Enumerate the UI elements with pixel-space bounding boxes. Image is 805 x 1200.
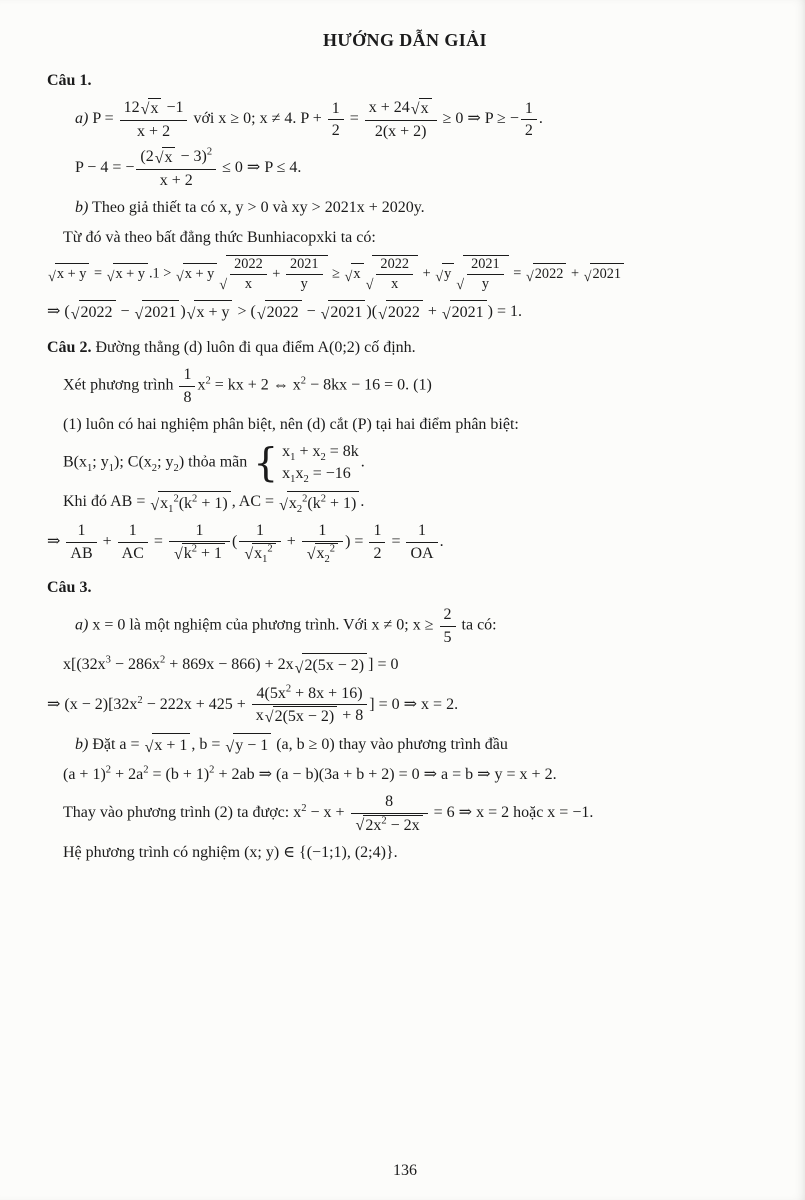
math-line: a) P = 12 √ x −1 x + 2 với x ≥ 0; x ≠ 4. P + $\frac{1}{2}$ = x + 24 √ x 2(x + 2) ≥ 0 ⇒ P ≥ − $\frac{1}{2}$ . [75,99,543,140]
math-line: $x[(32x^3 - 286x^2 + 869x - 866) + 2x$ √ 2(5x − 2) ] = 0 [63,654,399,677]
section-cau-3 [47,570,763,871]
math-line: ⇒ $(x - 2)[32x^2 - 222x + 425$ + $4(5x^2 + 8x + 16)$ x √ 2(5x − 2) + 8 ] = 0 ⇒ x = 2. [47,683,459,726]
math-line: Hệ phương trình có nghiệm (x; y) ∈ {(−1;1), (2;4)}. [63,844,398,862]
section-cau-1 [47,63,763,330]
text-line: b) Theo giả thiết ta có x, y > 0 và xy > 2021x + 2020y. [75,199,425,217]
math-line: b) Đặt a = √ x + 1 , b = √ y − 1 (a, b ≥ 0) thay vào phương trình đầu [75,733,763,757]
math-line: ⇒ ( √ 2022 − √ 2021 ) √ x + y > ( √ 2022 − √ 2021 )( √ 2022 + √ 2021 ) = 1. [47,300,763,324]
page-number: 136 [393,1162,417,1179]
math-line: a) x = 0 là một nghiệm của phương trình. Với x ≠ 0; x ≥ $\frac{2}{5}$ ta có: [75,606,497,646]
math-line: $(a + 1)^2 + 2a^2 = (b + 1)^2 + 2ab$ ⇒ (a − b)(3a + b + 2) = 0 ⇒ a = b ⇒ y = x + 2. [63,764,557,784]
section-heading: Câu 1. [47,72,92,89]
math-line: Thay vào phương trình (2) ta được: $x^2 - x$ + 8 √ $2x^2 - 2x$ = 6 ⇒ x = 2 hoặc x = −1. [63,793,594,835]
section-heading: Câu 3. [47,578,92,596]
math-line: $B(x_1$; $y_1$); $C(x_2$; $y_2$) thỏa mãn { $x_1 + x_2 = 8k$ $x_1x_2 = -16$ . [63,440,365,486]
math-line: Khi đó AB = √ $x_1^2(k^2 + 1)$ , AC = √ $x_2^2(k^2 + 1)$ . [63,490,763,514]
math-line: P − 4 = − (2 √ x − 3)$^2$ x + 2 ≤ 0 ⇒ P ≤ 4. [75,146,302,189]
text-line: Từ đó và theo bất đẳng thức Bunhiacopxki ta có: [63,228,376,246]
text-line: (1) luôn có hai nghiệm phân biệt, nên (d) cắt (P) tại hai điểm phân biệt: [63,416,519,434]
page-title: HƯỚNG DẪN GIẢI [323,30,487,50]
section-cau-2 [47,330,763,570]
math-line: Xét phương trình $\frac{1}{8}$ $x^2$ = kx + 2 ⇔ $x^2 - 8kx - 16 = 0$. (1) [63,366,432,406]
math-line: ⇒ $\frac{1}{AB}$ + $\frac{1}{AC}$ = 1 √ $k^2 + 1$ ( 1 √ $x_1^2$ + 1 √ $x_2^2$ ) = $\frac{1}{2}$ = $\frac{1}{OA}$ . [47,521,444,566]
section-heading: Câu 2. Đường thẳng (d) luôn đi qua điểm A(0;2) cố định. [47,339,416,357]
math-line: √ x + y = √ x + y .1 > √ x + y √ $\frac{2022}{x}$ + $\frac{2021}{y}$ ≥ √ x √ $\frac{2022}{x}$ + √ y √ $\frac{2021}{y}$ = √ 2022 + √ 2021 [47,255,763,294]
